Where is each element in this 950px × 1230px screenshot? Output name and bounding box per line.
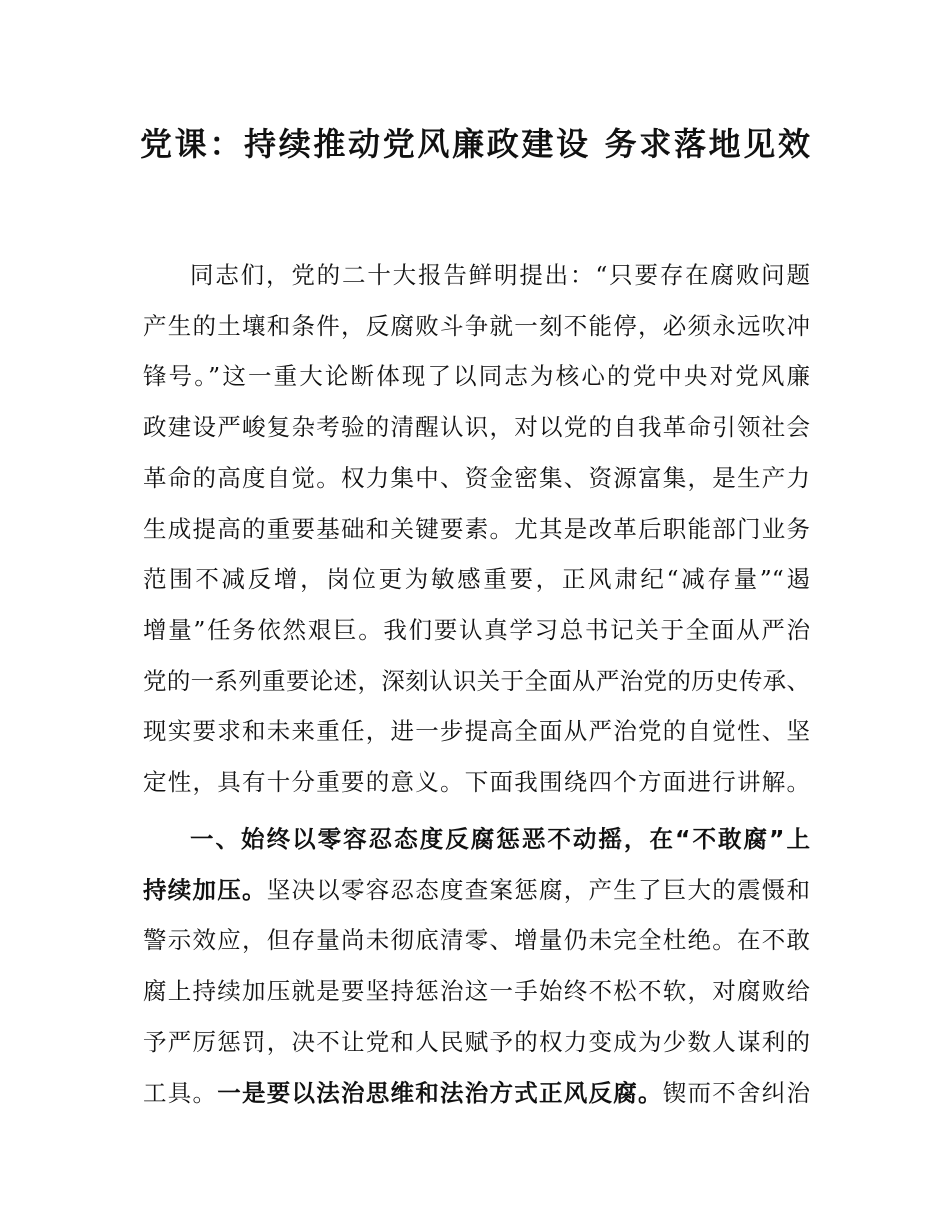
paragraph-1-line [143, 562, 810, 596]
paragraph-1-line [143, 765, 810, 799]
body-text: 党的一系列重要论述，深刻认识关于全面从严治党的历史传承、 [143, 666, 810, 695]
body-text: 锲而不舍纠治 [662, 1078, 810, 1107]
paragraph-2-line [143, 873, 810, 907]
paragraph-2-line [143, 1076, 810, 1110]
body-text: 生成提高的重要基础和关键要素。尤其是改革后职能部门业务 [143, 514, 810, 543]
paragraph-1-line [143, 512, 810, 546]
body-text: 政建设严峻复杂考验的清醒认识，对以党的自我革命引领社会 [143, 413, 810, 442]
paragraph-2-line [143, 822, 810, 856]
paragraph-1-line [143, 613, 810, 647]
body-text: 予严厉惩罚，决不让党和人民赋予的权力变成为少数人谋利的 [143, 1027, 810, 1056]
paragraph-1-line [143, 410, 810, 444]
body-text: 坚决以零容忍态度查案惩腐，产生了巨大的震慑和 [266, 875, 810, 904]
bold-text: 一是要以法治思维和法治方式正风反腐。 [217, 1078, 663, 1107]
body-text: 现实要求和未来重任，进一步提高全面从严治党的自觉性、坚 [143, 717, 810, 746]
paragraph-1-line [143, 258, 810, 292]
paragraph-2-line [143, 923, 810, 957]
body-text: 警示效应，但存量尚未彻底清零、增量仍未完全杜绝。在不敢 [143, 926, 810, 955]
paragraph-2-line [143, 974, 810, 1008]
paragraph-2-line [143, 1025, 810, 1059]
body-text: 范围不减反增，岗位更为敏感重要，正风肃纪“减存量”“遏 [143, 565, 810, 594]
paragraph-1-line [143, 714, 810, 748]
body-text: 锋号。”这一重大论断体现了以同志为核心的党中央对党风廉 [143, 362, 810, 391]
body-text: 产生的土壤和条件，反腐败斗争就一刻不能停，必须永远吹冲 [143, 311, 810, 340]
bold-text: 一、始终以零容忍态度反腐惩恶不动摇，在“不敢腐”上 [190, 825, 810, 853]
body-text: 工具。 [143, 1078, 218, 1107]
body-text: 同志们，党的二十大报告鲜明提出：“只要存在腐败问题 [190, 261, 810, 289]
body-text: 增量”任务依然艰巨。我们要认真学习总书记关于全面从严治 [143, 615, 810, 644]
bold-text: 持续加压。 [143, 875, 267, 904]
body-text: 定性，具有十分重要的意义。下面我围绕四个方面进行讲解。 [143, 768, 810, 796]
paragraph-1-line [143, 461, 810, 495]
paragraph-1-line [143, 664, 810, 698]
paragraph-1-line [143, 359, 810, 393]
document-title: 党课：持续推动党风廉政建设 务求落地见效 [140, 125, 810, 163]
body-text: 腐上持续加压就是要坚持惩治这一手始终不松不软，对腐败给 [143, 977, 810, 1006]
body-text: 革命的高度自觉。权力集中、资金密集、资源富集，是生产力 [143, 463, 810, 492]
paragraph-1-line [143, 309, 810, 343]
